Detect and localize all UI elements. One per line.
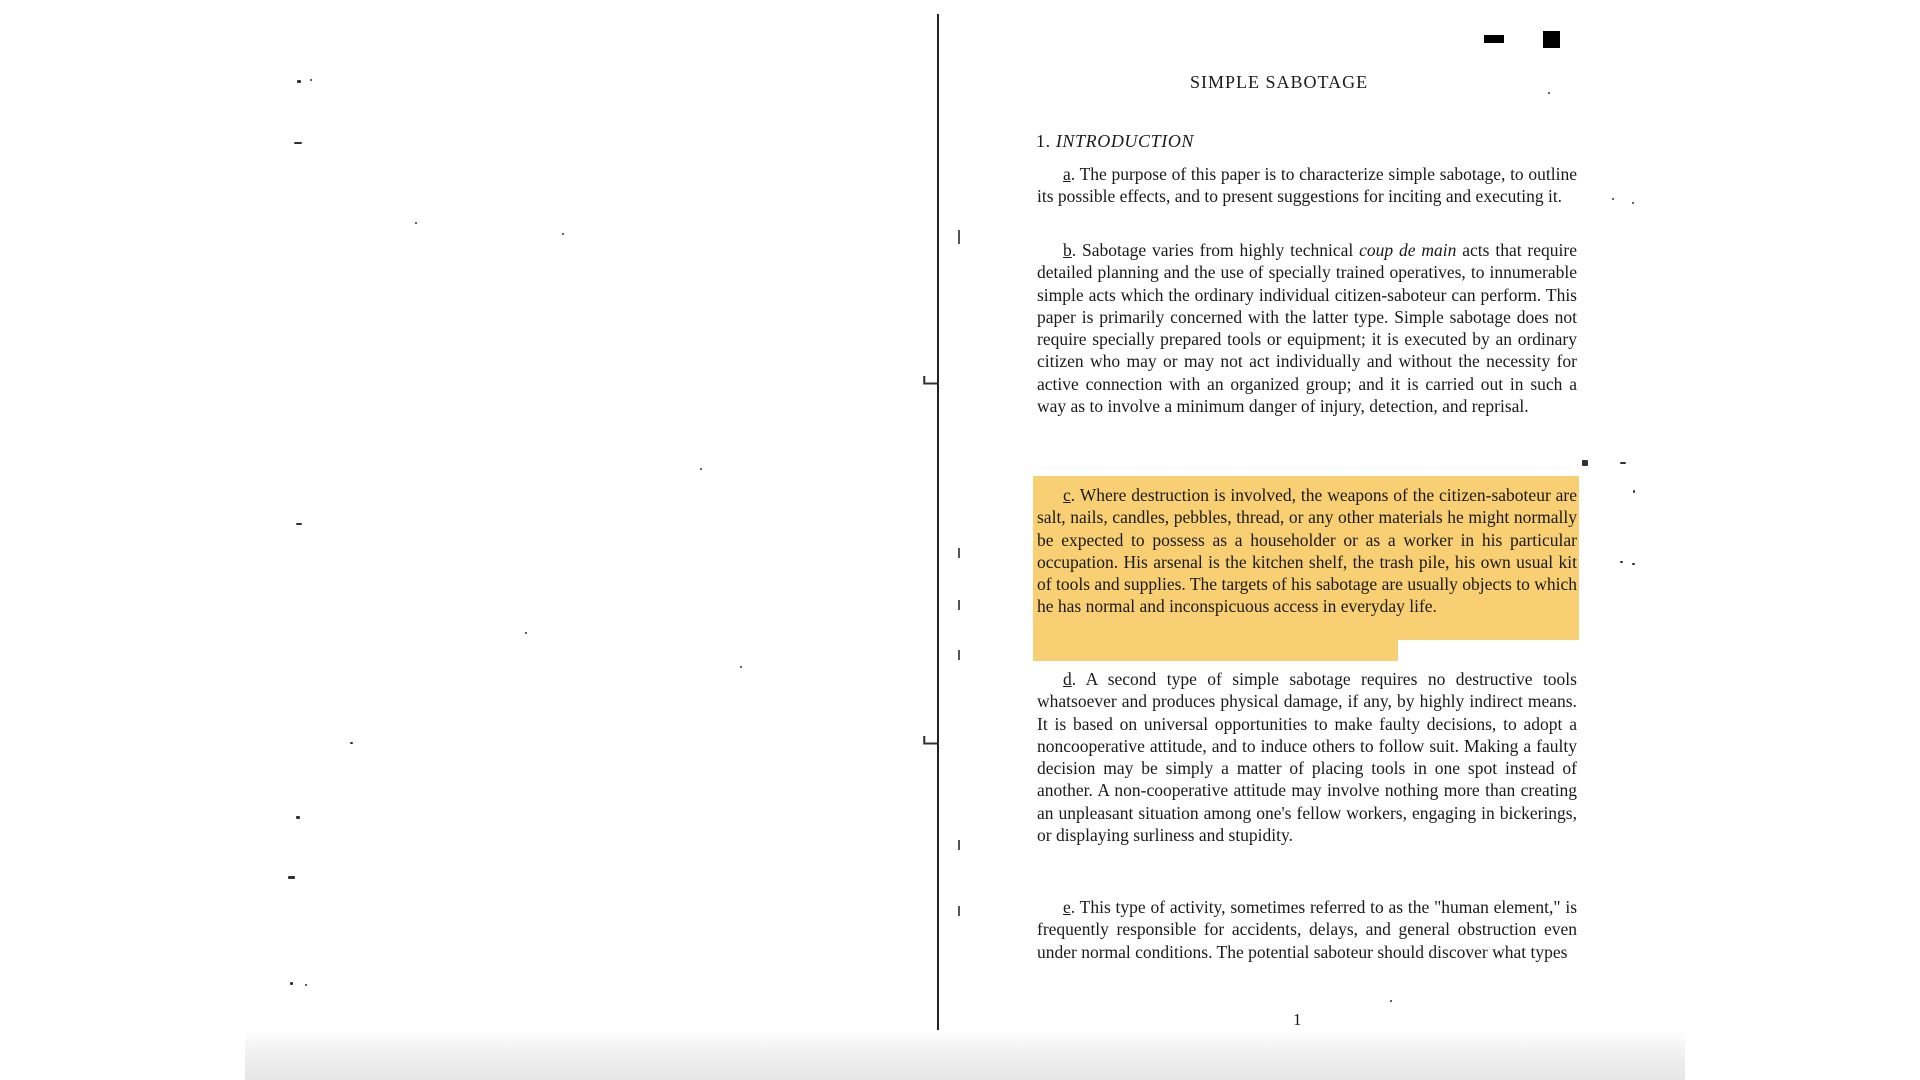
section-heading xyxy=(1036,131,1194,152)
paragraph-letter: e xyxy=(1063,897,1071,917)
scan-speck xyxy=(290,982,293,985)
scan-speck xyxy=(294,142,302,144)
paragraph-text: Where destruction is involved, the weapons of the citizen-saboteur are salt, nails, candles, pebbles, thread, or any other materials he might normally be expected to possess as a householder or as a worker in his particular occupation. His arsenal is the kitchen shelf, the trash pile, his own usual kit of tools and supplies. The targets of his sabotage are usually objects to which he has normal and inconspicuous access in everyday life. xyxy=(1037,485,1578,617)
scan-speck xyxy=(700,468,702,470)
scan-speck xyxy=(562,233,564,235)
scan-speck xyxy=(1620,561,1623,563)
scan-speck xyxy=(740,666,742,668)
page-gutter-line xyxy=(937,14,939,1036)
paragraph-c-highlighted: c. Where destruction is involved, the weapons of the citizen-saboteur are salt, nails, candles, pebbles, thread, or any other materials he might normally be expected to possess as a householder or as a worker in his particular occupation. His arsenal is the kitchen shelf, the trash pile, his own usual kit of tools and supplies. The targets of his sabotage are usually objects to which he has normal and inconspicuous access in everyday life. xyxy=(1037,485,1578,617)
gutter-dash xyxy=(958,840,960,850)
paragraph-e: e. This type of activity, sometimes referred to as the "human element," is frequently responsible for accidents, delays, and general obstruction even under normal conditions. The potential saboteur should discover what types xyxy=(1037,897,1577,962)
binder-clip-mark: ⨽ xyxy=(922,359,940,394)
scan-speck xyxy=(1632,202,1634,204)
scan-speck xyxy=(1632,563,1635,565)
paragraph-b: b. Sabotage varies from highly technical coup de main acts that require detailed planning and the use of specially trained operatives, to innumerable simple acts which the ordinary individual citizen-saboteur can perform. This paper is primarily concerned with the latter type. Simple sabotage does not require specially prepared tools or equipment; it is executed by an ordinary citizen who may or may not act individually and without the necessity for active connection with an organized group; and it is carried out in such a way as to involve a minimum danger of injury, detection, and reprisal. xyxy=(1037,240,1577,417)
scan-speck xyxy=(1620,462,1626,464)
redaction-mark xyxy=(1484,35,1504,43)
scan-speck xyxy=(350,742,353,744)
section-number: 1. xyxy=(1036,131,1051,151)
paragraph-text: The purpose of this paper is to characterize simple sabotage, to outline its possible effects, and to present suggestions for inciting and executing it. xyxy=(1037,164,1577,207)
document-title: SIMPLE SABOTAGE xyxy=(1190,72,1369,92)
scan-speck xyxy=(1633,490,1635,493)
scan-speck xyxy=(297,80,301,83)
paragraph-a: a. The purpose of this paper is to characterize simple sabotage, to outline its possible effects, and to present suggestions for inciting and executing it. xyxy=(1037,164,1577,207)
binder-clip-mark: ⨽ xyxy=(922,719,940,754)
scan-speck xyxy=(1582,460,1588,466)
scan-speck xyxy=(305,984,307,986)
paragraph-emphasis: coup de main xyxy=(1359,240,1457,260)
scan-speck xyxy=(288,876,295,879)
scan-speck xyxy=(1390,1000,1392,1002)
gutter-dash xyxy=(958,600,960,610)
gutter-dash xyxy=(958,548,960,558)
page-number: 1 xyxy=(1293,1010,1302,1029)
scan-speck xyxy=(415,222,417,224)
paragraph-text: A second type of simple sabotage requires no destructive tools whatsoever and produces physical damage, if any, by highly indirect means. It is based on universal opportunities to make faulty decisions, to adopt a noncooperative attitude, and to induce others to follow suit. Making a faulty decision may be simply a matter of placing tools in one spot instead of another. A non-cooperative attitude may involve nothing more than creating an unpleasant situation among one's fellow workers, engaging in bickerings, or displaying surliness and stupidity. xyxy=(1037,669,1577,846)
gutter-dash xyxy=(958,650,960,660)
paragraph-text-lead: Sabotage varies from highly technical xyxy=(1082,240,1360,260)
scan-speck xyxy=(296,816,300,819)
paragraph-letter: b xyxy=(1063,240,1072,260)
paragraph-text: This type of activity, sometimes referred to as the "human element," is frequently responsible for accidents, delays, and general obstruction even under normal conditions. The potential saboteur should discover what types xyxy=(1037,897,1577,962)
scan-speck xyxy=(1548,92,1550,94)
paragraph-letter: d xyxy=(1063,669,1072,689)
scan-speck xyxy=(525,632,527,634)
scan-speck xyxy=(1612,198,1614,200)
gutter-dash xyxy=(958,230,960,244)
redaction-mark xyxy=(1543,31,1560,48)
page-bottom-shadow xyxy=(245,1030,1685,1080)
scan-speck xyxy=(296,523,302,525)
paragraph-text: acts that require detailed planning and the use of specially trained operatives, to innumerable simple acts which the ordinary individual citizen-saboteur can perform. This paper is primarily concerned with the latter type. Simple sabotage does not require specially prepared tools or equipment; it is executed by an ordinary citizen who may or may not act individually and without the necessity for active connection with an organized group; and it is carried out in such a way as to involve a minimum danger of injury, detection, and reprisal. xyxy=(1037,240,1577,417)
section-title: INTRODUCTION xyxy=(1055,131,1195,151)
paragraph-letter: c xyxy=(1063,485,1071,505)
scan-speck xyxy=(310,79,312,81)
highlight-end-mask xyxy=(1398,640,1580,662)
paragraph-d: d. A second type of simple sabotage requires no destructive tools whatsoever and produces physical damage, if any, by highly indirect means. It is based on universal opportunities to make faulty decisions, to adopt a noncooperative attitude, and to induce others to follow suit. Making a faulty decision may be simply a matter of placing tools in one spot instead of another. A non-cooperative attitude may involve nothing more than creating an unpleasant situation among one's fellow workers, engaging in bickerings, or displaying surliness and stupidity. xyxy=(1037,669,1577,846)
gutter-dash xyxy=(958,906,960,916)
paragraph-letter: a xyxy=(1063,164,1071,184)
